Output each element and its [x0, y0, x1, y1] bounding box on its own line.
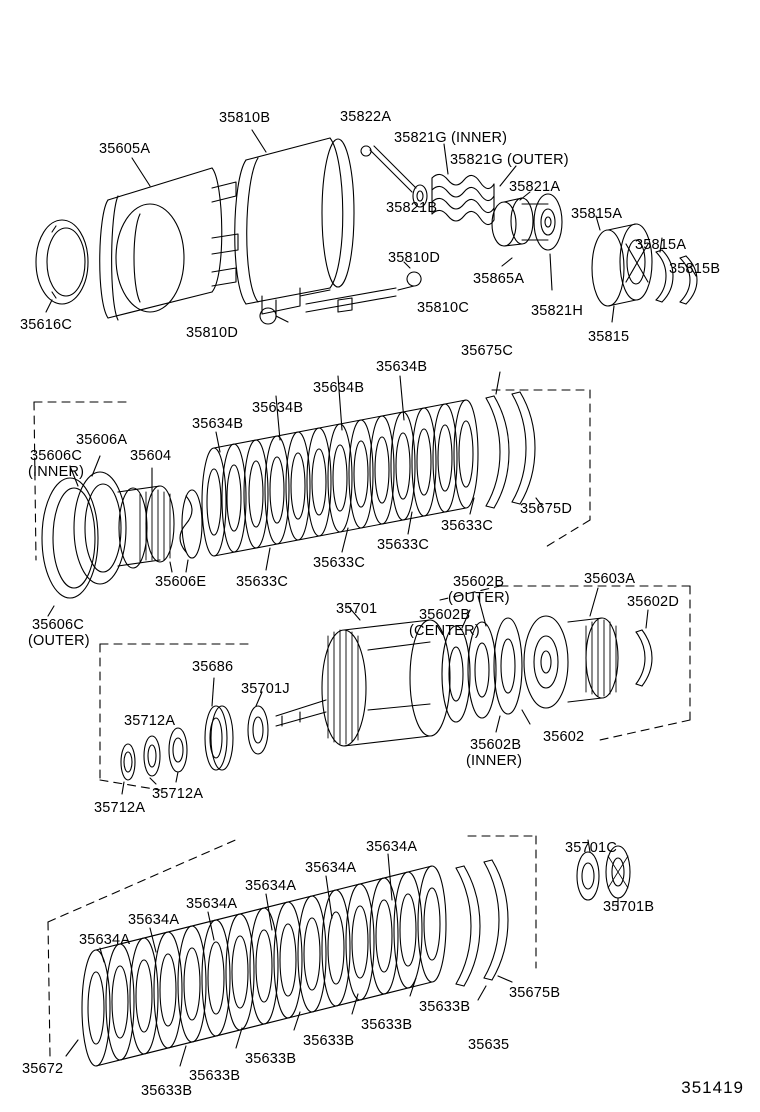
- part-label-inner-note-2: (INNER): [466, 753, 523, 769]
- part-label-35633B-5: 35633B: [189, 1068, 241, 1084]
- part-label-35634A-1: 35634A: [366, 839, 418, 855]
- part-label-outer-note-1: (OUTER): [448, 590, 510, 606]
- part-label-35633C-4: 35633C: [236, 574, 288, 590]
- part-label-35675B: 35675B: [509, 985, 561, 1001]
- part-label-35634A-5: 35634A: [128, 912, 180, 928]
- part-label-35634B-4: 35634B: [192, 416, 244, 432]
- part-label-35602: 35602: [543, 729, 585, 745]
- part-label-35602B-outer: 35602B: [453, 574, 505, 590]
- part-label-35606A: 35606A: [76, 432, 128, 448]
- part-label-35633C-3: 35633C: [313, 555, 365, 571]
- part-label-35865A: 35865A: [473, 271, 525, 287]
- part-label-35686: 35686: [192, 659, 234, 675]
- part-label-35602D: 35602D: [627, 594, 679, 610]
- part-label-35810C: 35810C: [417, 300, 469, 316]
- part-label-35821B: 35821B: [386, 200, 438, 216]
- part-label-35821G-outer: 35821G (OUTER): [450, 152, 569, 168]
- part-label-35634A-3: 35634A: [245, 878, 297, 894]
- part-label-35675D: 35675D: [520, 501, 572, 517]
- part-label-35634B-3: 35634B: [252, 400, 304, 416]
- part-label-35634B-2: 35634B: [313, 380, 365, 396]
- part-label-35634A-4: 35634A: [186, 896, 238, 912]
- part-label-35675C: 35675C: [461, 343, 513, 359]
- part-label-35606C-inner: 35606C: [30, 448, 82, 464]
- part-label-outer-note-2: (OUTER): [28, 633, 90, 649]
- part-label-35810D-upper: 35810D: [388, 250, 440, 266]
- part-label-35605A: 35605A: [99, 141, 151, 157]
- part-label-35635: 35635: [468, 1037, 510, 1053]
- part-label-35712A-2: 35712A: [152, 786, 204, 802]
- part-label-35821H: 35821H: [531, 303, 583, 319]
- part-label-35810B: 35810B: [219, 110, 271, 126]
- part-label-35821G-inner: 35821G (INNER): [394, 130, 508, 146]
- part-label-35606C-outer: 35606C: [32, 617, 84, 633]
- part-label-35603A: 35603A: [584, 571, 636, 587]
- part-label-35701B: 35701B: [603, 899, 655, 915]
- part-label-35606E: 35606E: [155, 574, 207, 590]
- part-label-35815B: 35815B: [669, 261, 721, 277]
- part-label-35815A-lower: 35815A: [635, 237, 687, 253]
- part-label-35701C: 35701C: [565, 840, 617, 856]
- part-label-35634A-2: 35634A: [305, 860, 357, 876]
- part-label-35633B-1: 35633B: [419, 999, 471, 1015]
- part-label-35616C: 35616C: [20, 317, 72, 333]
- part-label-35633B-6: 35633B: [141, 1083, 193, 1099]
- part-label-35633B-2: 35633B: [361, 1017, 413, 1033]
- part-label-35634B-1: 35634B: [376, 359, 428, 375]
- part-label-35810D-lower: 35810D: [186, 325, 238, 341]
- part-label-35633C-2: 35633C: [377, 537, 429, 553]
- figure-code: 351419: [681, 1078, 744, 1097]
- part-label-35822A: 35822A: [340, 109, 392, 125]
- part-label-35815: 35815: [588, 329, 630, 345]
- part-label-inner-note-1: (INNER): [28, 464, 85, 480]
- part-label-35815A-upper: 35815A: [571, 206, 623, 222]
- part-label-35701: 35701: [336, 601, 378, 617]
- part-label-35712A-1: 35712A: [124, 713, 176, 729]
- part-label-35712A-3: 35712A: [94, 800, 146, 816]
- part-label-35821A: 35821A: [509, 179, 561, 195]
- part-label-35633C-1: 35633C: [441, 518, 493, 534]
- part-label-35602B-center: 35602B: [419, 607, 471, 623]
- part-label-35634A-6: 35634A: [79, 932, 131, 948]
- part-label-35633B-4: 35633B: [245, 1051, 297, 1067]
- part-label-35633B-3: 35633B: [303, 1033, 355, 1049]
- part-label-35602B-inner: 35602B: [470, 737, 522, 753]
- part-label-35604: 35604: [130, 448, 172, 464]
- part-label-35701J: 35701J: [241, 681, 290, 697]
- part-label-35672: 35672: [22, 1061, 64, 1077]
- part-label-center-note: (CENTER): [409, 623, 480, 639]
